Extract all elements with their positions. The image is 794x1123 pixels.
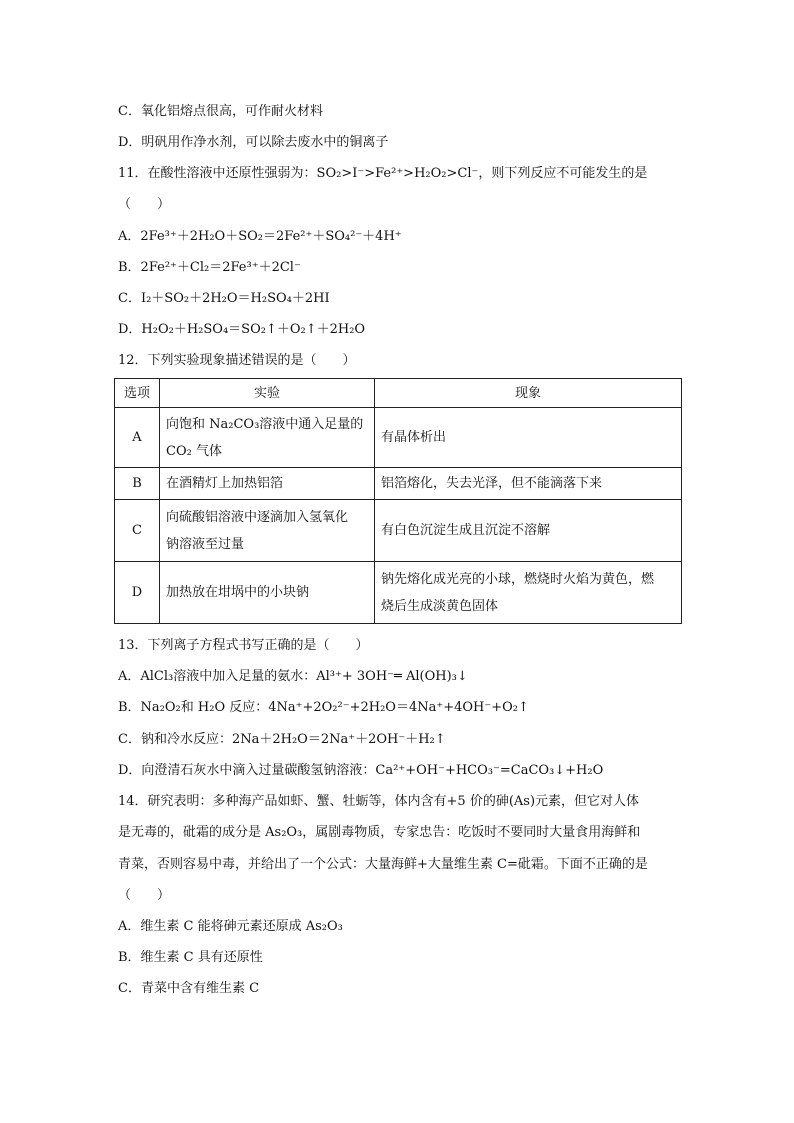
table-header-row [115,379,682,408]
question-11-stem: 11．在酸性溶液中还原性强弱为：SO₂>I⁻>Fe²⁺>H₂O₂>Cl⁻，则下列反应不可能发生的是 [118,166,648,181]
question-14-stem-3: 青菜，否则容易中毒，并给出了一个公式：大量海鲜+大量维生素 C=砒霜。下面不正确的是 [118,857,648,872]
row-option: A [115,408,160,468]
table-row [115,468,682,500]
header-experiment: 实验 [160,379,375,408]
row-experiment: 向饱和 Na₂CO₃溶液中通入足量的 CO₂ 气体 [160,408,375,468]
option-13d: D．向澄清石灰水中滴入过量碳酸氢钠溶液：Ca²⁺+OH⁻+HCO₃⁻=CaCO₃↓+H₂O [118,763,604,778]
header-phenomenon: 现象 [375,379,682,408]
option-11d: D．H₂O₂＋H₂SO₄＝SO₂↑＋O₂↑＋2H₂O [118,322,366,337]
row-option: C [115,500,160,562]
option-11c: C．I₂＋SO₂＋2H₂O＝H₂SO₄＋2HI [118,291,330,306]
row-experiment: 加热放在坩埚中的小块钠 [160,562,375,624]
question-14-stem-2: 是无毒的，砒霜的成分是 As₂O₃，属剧毒物质，专家忠告：吃饭时不要同时大量食用海鲜和 [118,825,641,840]
row-option: B [115,468,160,500]
row-phenomenon: 钠先熔化成光亮的小球，燃烧时火焰为黄色，燃 烧后生成淡黄色固体 [375,562,682,624]
row-experiment: 向硫酸铝溶液中逐滴加入氢氧化 钠溶液至过量 [160,500,375,562]
table-row [115,408,682,468]
option-13a: A．AlCl₃溶液中加入足量的氨水：Al³⁺+ 3OH⁻═ Al(OH)₃↓ [118,669,468,684]
row-phenomenon: 有白色沉淀生成且沉淀不溶解 [375,500,682,562]
option-14c: C．青菜中含有维生素 C [118,981,260,996]
header-option: 选项 [115,379,160,408]
question-14-blank: （ ） [118,888,171,903]
option-11a: A．2Fe³⁺＋2H₂O＋SO₂＝2Fe²⁺＋SO₄²⁻＋4H⁺ [118,229,402,244]
question-13-stem: 13．下列离子方程式书写正确的是（ ） [118,638,369,653]
option-10c: C．氧化铝熔点很高，可作耐火材料 [118,104,323,119]
table-row [115,500,682,562]
row-phenomenon: 有晶体析出 [375,408,682,468]
option-13b: B．Na₂O₂和 H₂O 反应：4Na⁺+2O₂²⁻+2H₂O＝4Na⁺+4OH⁻+O₂↑ [118,700,529,715]
question-12-stem: 12．下列实验现象描述错误的是（ ） [118,353,356,368]
row-experiment: 在酒精灯上加热铝箔 [160,468,375,500]
option-11b: B．2Fe²⁺＋Cl₂＝2Fe³⁺＋2Cl⁻ [118,260,301,275]
option-14a: A．维生素 C 能将砷元素还原成 As₂O₃ [118,919,343,934]
question-11-blank: （ ） [118,197,171,212]
option-13c: C．钠和冷水反应：2Na＋2H₂O＝2Na⁺＋2OH⁻＋H₂↑ [118,732,446,747]
row-option: D [115,562,160,624]
experiment-table [114,378,682,624]
option-14b: B．维生素 C 具有还原性 [118,950,263,965]
option-10d: D．明矾用作净水剂，可以除去废水中的铜离子 [118,135,389,150]
question-14-stem-1: 14．研究表明：多种海产品如虾、蟹、牡蛎等，体内含有+5 价的砷(As)元素，但它对人体 [118,794,640,809]
table-row [115,562,682,624]
row-phenomenon: 铝箔熔化，失去光泽，但不能滴落下来 [375,468,682,500]
